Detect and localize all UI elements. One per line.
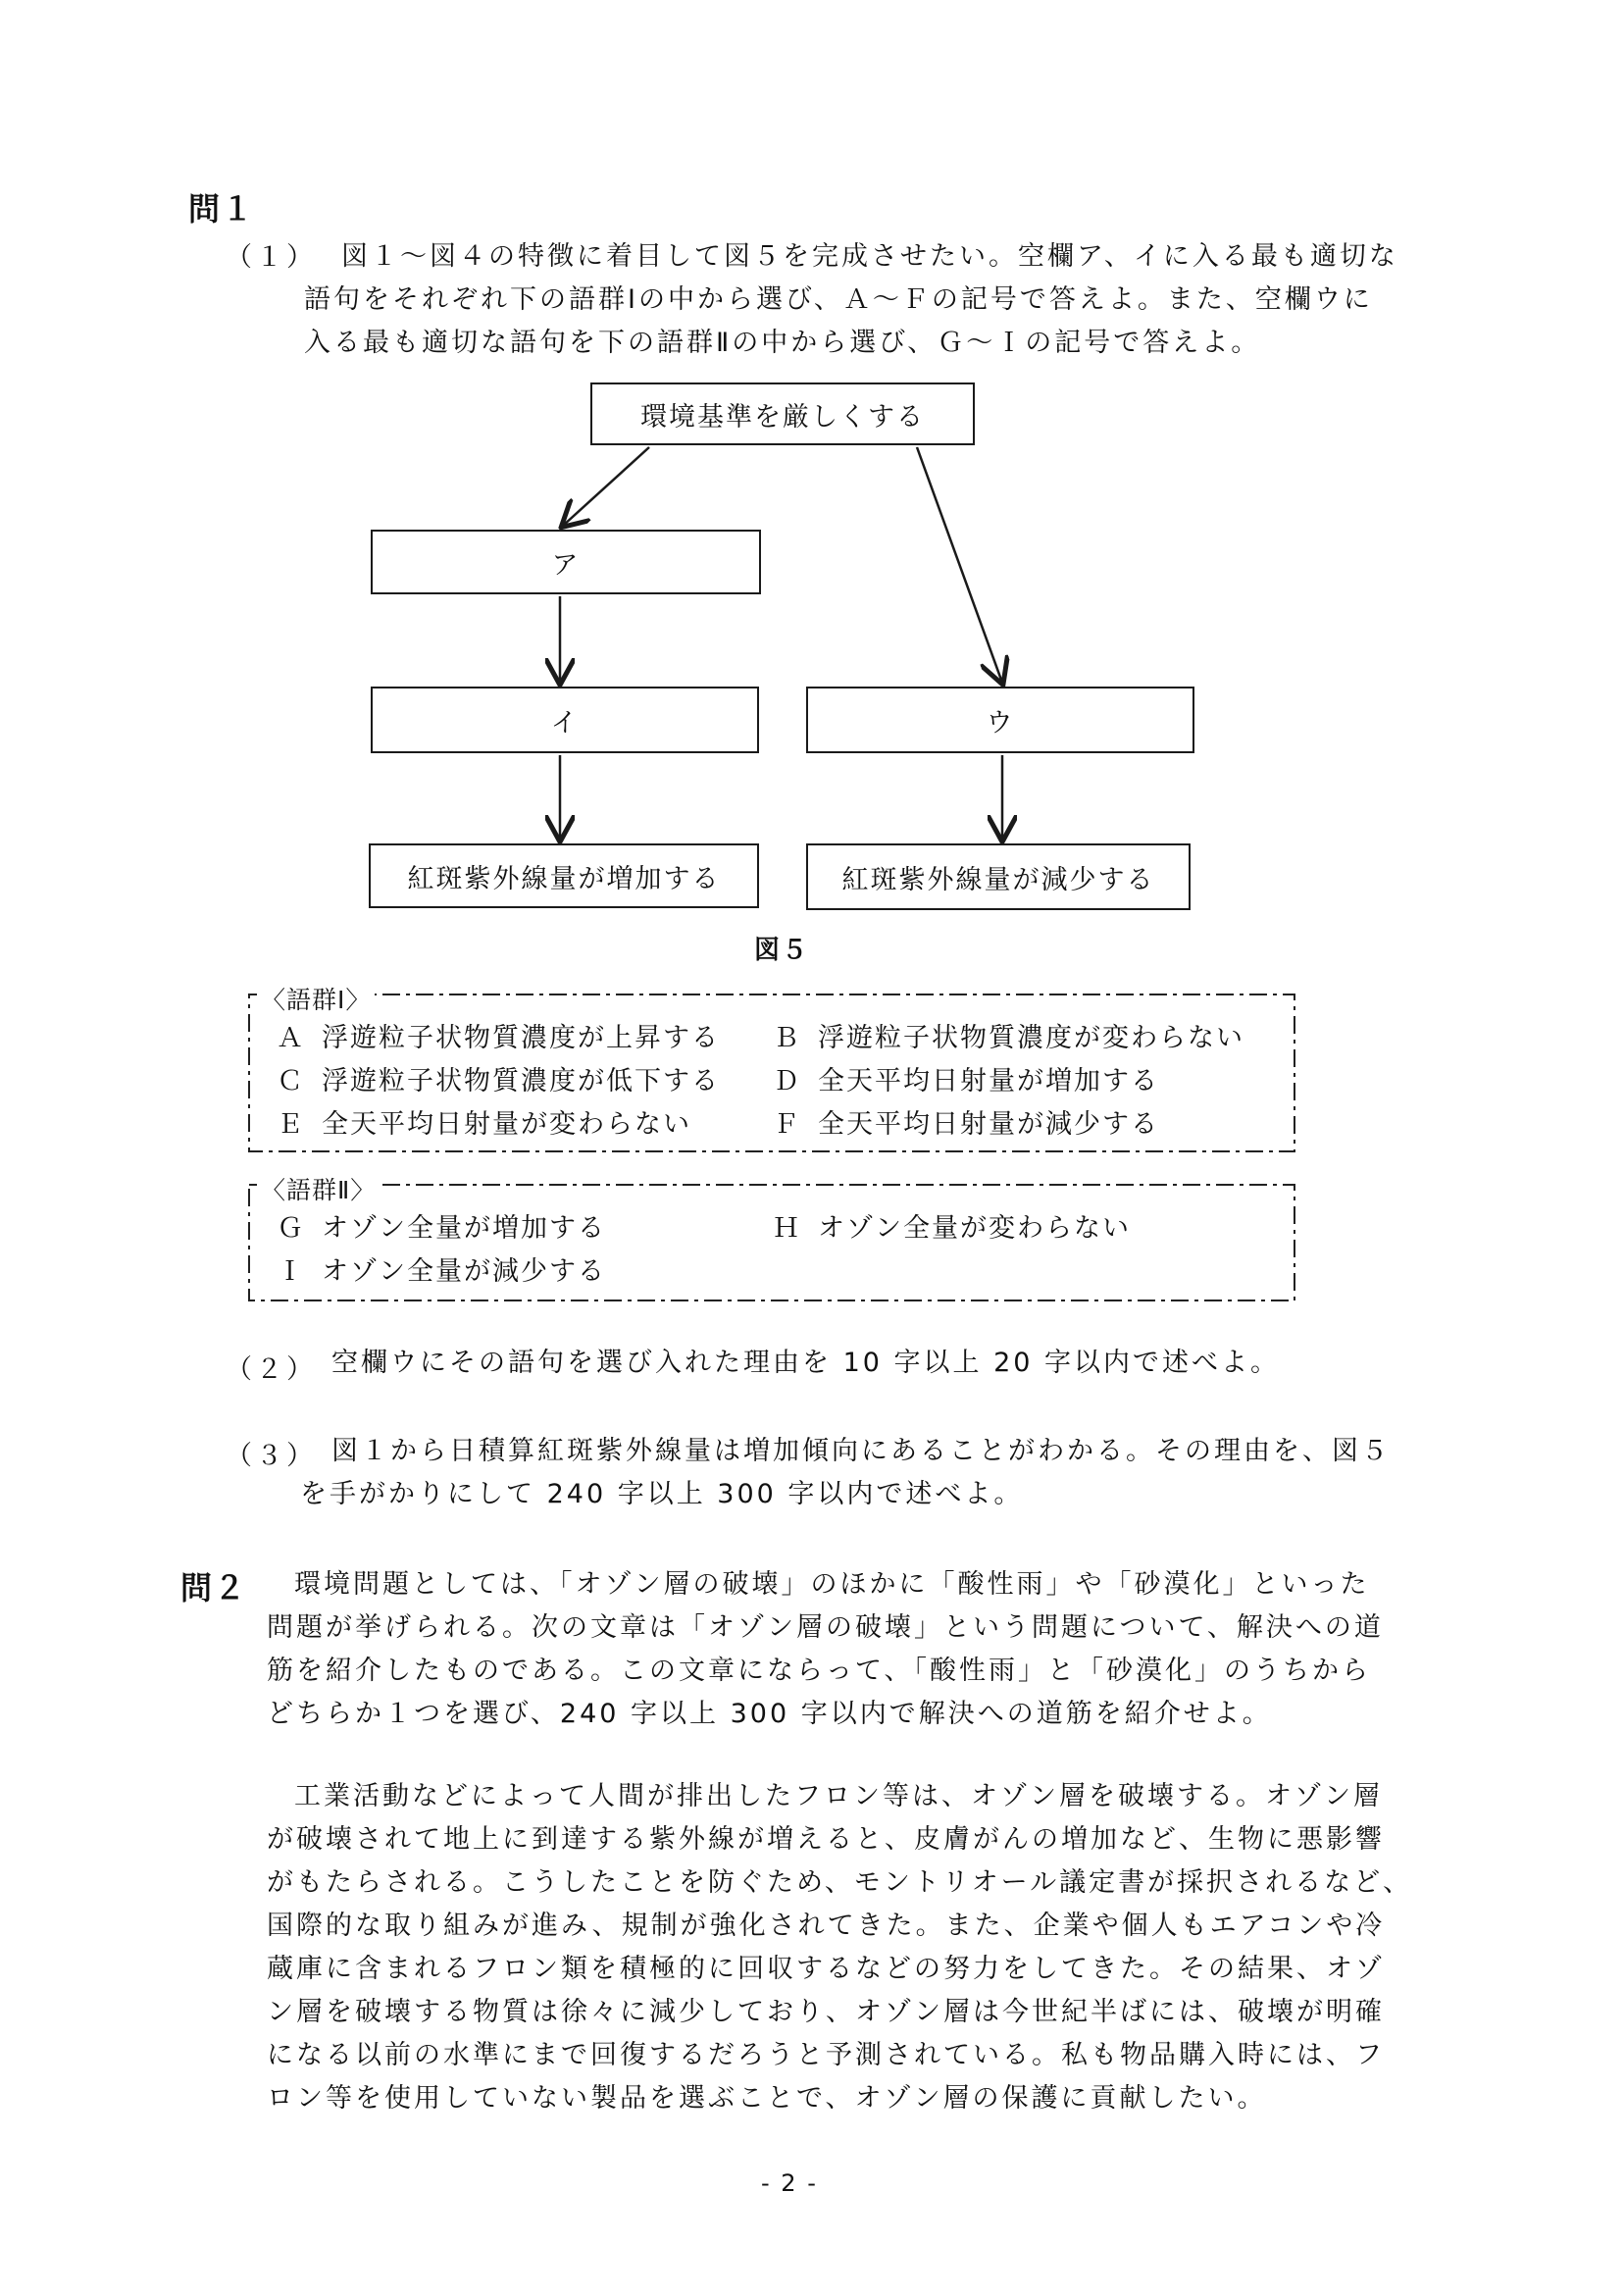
q2-line-2: 問題が挙げられる。次の文章は「オゾン層の破壊」という問題について、解決への道 xyxy=(267,1612,1384,1643)
example-line-3: がもたらされる。こうしたことを防ぐため、モントリオール議定書が採択されるなど、 xyxy=(267,1867,1413,1898)
example-line-2: が破壊されて地上に到達する紫外線が増えると、皮膚がんの増加など、生物に悪影響 xyxy=(267,1824,1385,1855)
word-group-2 xyxy=(247,1171,1298,1304)
word-group-2-item-i xyxy=(277,1249,606,1288)
word-group-1-item-b xyxy=(773,1016,1244,1054)
item-text: 全天平均日射量が減少する xyxy=(818,1109,1159,1140)
word-group-2-title: 〈語群Ⅱ〉 xyxy=(257,1171,380,1206)
item-text: 浮遊粒子状物質濃度が上昇する xyxy=(322,1023,720,1053)
word-group-1-item-a xyxy=(277,1016,720,1054)
q1-sub3-line-2: を手がかりにして 240 字以上 300 字以内で述べよ。 xyxy=(300,1479,1024,1509)
word-group-1-item-c xyxy=(277,1059,720,1097)
item-key: Ｅ xyxy=(277,1109,305,1140)
item-key: Ａ xyxy=(277,1023,305,1053)
q1-sub1-line-2: 語句をそれぞれ下の語群Ⅰの中から選び、Ａ～Ｆの記号で答えよ。また、空欄ウに xyxy=(304,284,1373,315)
q1-sub1-number: （１） xyxy=(226,242,317,273)
q1-sub2-line-1: 空欄ウにその語句を選び入れた理由を 10 字以上 20 字以内で述べよ。 xyxy=(331,1348,1281,1378)
item-key: Ｂ xyxy=(773,1023,801,1053)
word-group-2-item-h xyxy=(773,1206,1131,1245)
item-text: 全天平均日射量が増加する xyxy=(818,1066,1159,1096)
q2-line-3: 筋を紹介したものである。この文章にならって、「酸性雨」と「砂漠化」のうちから xyxy=(267,1656,1371,1686)
item-text: 全天平均日射量が変わらない xyxy=(322,1109,691,1140)
flow-box-a: ア xyxy=(371,530,761,594)
arrow-top-to-a xyxy=(563,447,649,526)
example-line-8: ロン等を使用していない製品を選ぶことで、オゾン層の保護に貢献したい。 xyxy=(267,2083,1267,2114)
item-key: Ｉ xyxy=(277,1256,305,1287)
q1-heading: 問１ xyxy=(188,190,256,228)
flow-top-box: 環境基準を厳しくする xyxy=(590,382,975,445)
item-text: オゾン全量が変わらない xyxy=(818,1213,1131,1244)
item-key: Ｈ xyxy=(773,1213,801,1244)
q1-sub1-line-1: 図１～図４の特徴に着目して図５を完成させたい。空欄ア、イに入る最も適切な xyxy=(341,241,1398,272)
arrow-top-to-u xyxy=(917,447,1002,683)
figure-5-caption: 図５ xyxy=(754,936,810,965)
q2-line-4: どちらか１つを選び、240 字以上 300 字以内で解決への道筋を紹介せよ。 xyxy=(267,1699,1272,1729)
flow-result-left: 紅斑紫外線量が増加する xyxy=(369,843,759,908)
item-text: 浮遊粒子状物質濃度が低下する xyxy=(322,1066,720,1096)
word-group-1-item-f xyxy=(773,1102,1159,1141)
example-line-5: 蔵庫に含まれるフロン類を積極的に回収するなどの努力をしてきた。その結果、オゾ xyxy=(267,1954,1385,1984)
q1-sub3-line-1: 図１から日積算紅斑紫外線量は増加傾向にあることがわかる。その理由を、図５ xyxy=(331,1436,1391,1466)
word-group-2-item-g xyxy=(277,1206,606,1245)
item-text: オゾン全量が減少する xyxy=(322,1256,606,1287)
item-key: Ｆ xyxy=(773,1109,801,1140)
example-line-7: になる以前の水準にまで回復するだろうと予測されている。私も物品購入時には、フ xyxy=(267,2040,1385,2070)
word-group-1-title: 〈語群Ⅰ〉 xyxy=(257,981,375,1016)
word-group-1-item-d xyxy=(773,1059,1159,1097)
item-text: オゾン全量が増加する xyxy=(322,1213,606,1244)
flow-box-i: イ xyxy=(371,687,759,753)
flow-result-right: 紅斑紫外線量が減少する xyxy=(806,843,1191,910)
q1-sub3-number: （３） xyxy=(226,1441,317,1471)
flowchart-arrows xyxy=(0,0,1624,942)
item-key: Ｃ xyxy=(277,1066,305,1096)
page-number: - 2 - xyxy=(761,2169,818,2197)
q2-line-1: 環境問題としては、「オゾン層の破壊」のほかに「酸性雨」や「砂漠化」といった xyxy=(294,1569,1370,1600)
example-line-6: ン層を破壊する物質は徐々に減少しており、オゾン層は今世紀半ばには、破壊が明確 xyxy=(267,1997,1385,2027)
item-text: 浮遊粒子状物質濃度が変わらない xyxy=(818,1023,1244,1053)
example-line-4: 国際的な取り組みが進み、規制が強化されてきた。また、企業や個人もエアコンや冷 xyxy=(267,1911,1386,1941)
item-key: Ｄ xyxy=(773,1066,801,1096)
word-group-1 xyxy=(247,981,1298,1155)
example-line-1: 工業活動などによって人間が排出したフロン等は、オゾン層を破壊する。オゾン層 xyxy=(294,1781,1383,1811)
q1-sub2-number: （２） xyxy=(226,1354,317,1385)
item-key: Ｇ xyxy=(277,1213,305,1244)
q2-heading: 問２ xyxy=(180,1569,248,1606)
word-group-1-item-e xyxy=(277,1102,691,1141)
flow-box-u: ウ xyxy=(806,687,1194,753)
q1-sub1-line-3: 入る最も適切な語句を下の語群Ⅱの中から選び、Ｇ～Ｉの記号で答えよ。 xyxy=(304,328,1261,358)
